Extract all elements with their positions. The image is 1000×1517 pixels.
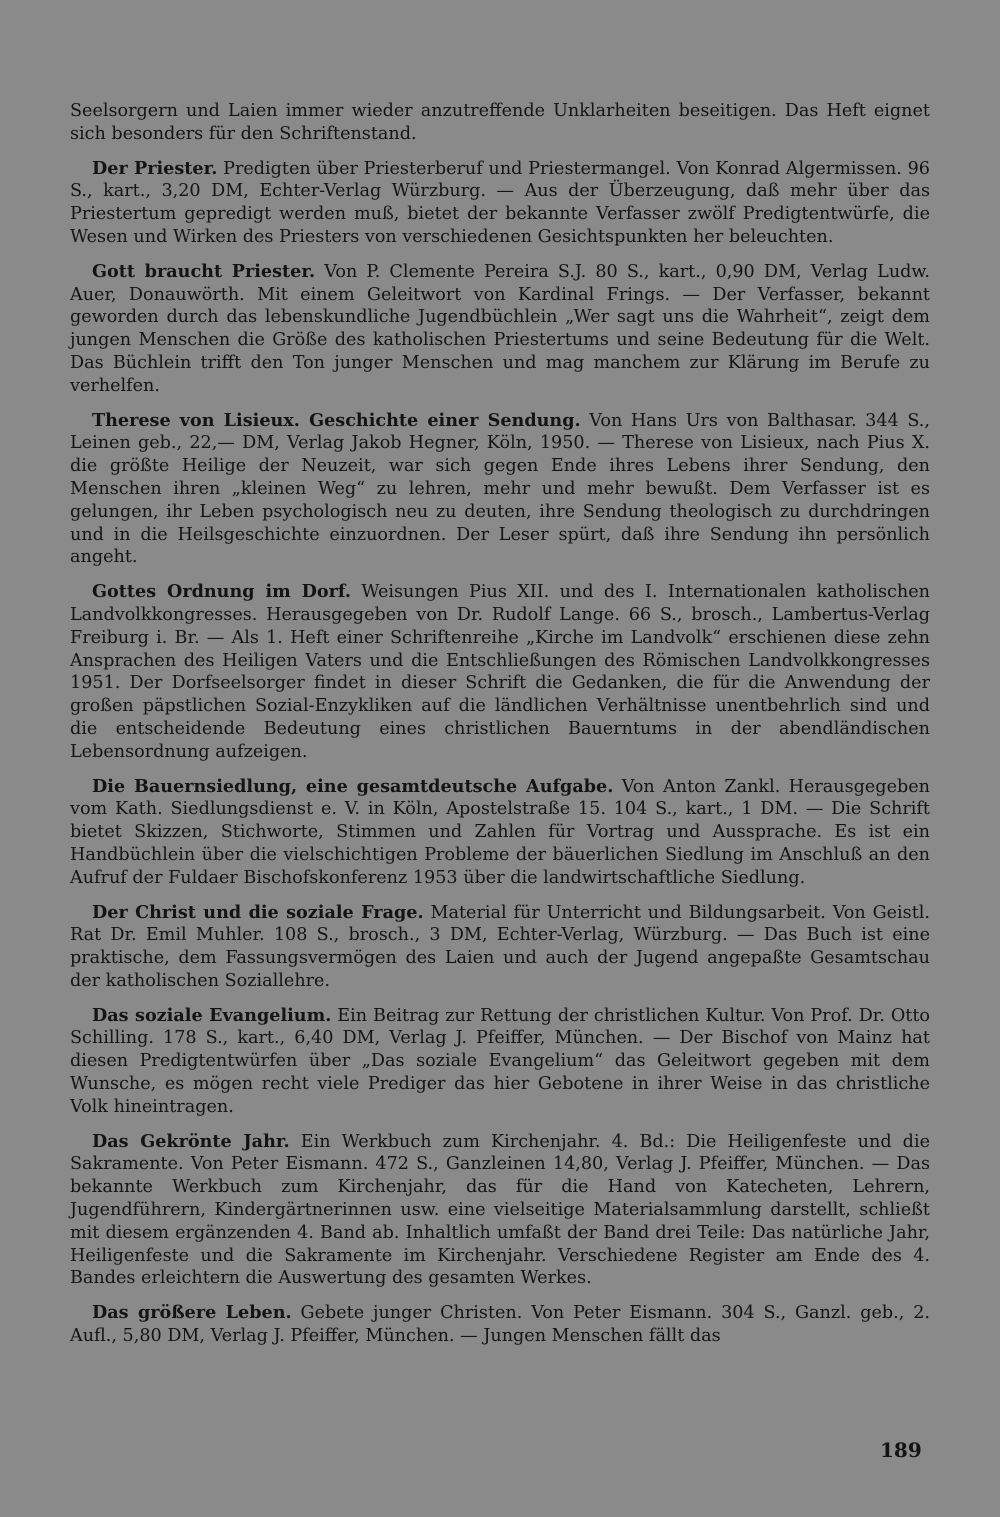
entry-title: Die Bauernsiedlung, eine gesamtdeutsche Aufgabe.	[92, 775, 614, 797]
intro-paragraph: Seelsorgern und Laien immer wieder anzutreffende Unklarheiten beseitigen. Das Heft eignet sich besonders für den Schriftenstand.	[70, 101, 930, 144]
review-entry	[70, 1005, 930, 1119]
entry-text: Material für Unterricht und Bildungsarbeit. Von Geistl. Rat Dr. Emil Muhler. 108 S., brosch., 3 DM, Echter-Verlag, Würzburg. — Das Buch ist eine praktische, dem Fassungsvermögen des Laien und auch der Jugend angepaßte Gesamtschau der katholischen Soziallehre.	[70, 902, 930, 991]
entry-text: Predigten über Priesterberuf und Priestermangel. Von Konrad Algermissen. 96 S., kart., 3,20 DM, Echter-Verlag Würzburg. — Aus der Überzeugung, daß mehr über das Priestertum gepredigt werden muß, bietet der bekannte Verfasser zwölf Predigtentwürfe, die Wesen und Wirken des Priesters von verschiedenen Gesichtspunkten her beleuchten.	[70, 158, 930, 247]
entry-text: Gebete junger Christen. Von Peter Eismann. 304 S., Ganzl. geb., 2. Aufl., 5,80 DM, Verlag J. Pfeiffer, München. — Jungen Menschen fällt das	[70, 1303, 930, 1347]
entry-title: Der Christ und die soziale Frage.	[92, 901, 424, 923]
review-entry	[70, 410, 930, 570]
review-entry	[70, 902, 930, 993]
entry-text: Weisungen Pius XII. und des I. Internationalen katholischen Landvolkkongresses. Herausgegeben von Dr. Rudolf Lange. 66 S., brosch., Lambertus-Verlag Freiburg i. Br. — Als 1. Heft einer Schriftenreihe „Kirche im Landvolk“ erschienen diese zehn Ansprachen des Heiligen Vaters und die Entschließungen des Römischen Landvolkkongresses 1951. Der Dorfseelsorger findet in dieser Schrift die Gedanken, die für die Anwendung der großen päpstlichen Sozial-Enzykliken auf die ländlichen Verhältnisse unentbehrlich sind und die entscheidende Bedeutung eines christlichen Bauerntums in der abendländischen Lebensordnung aufzeigen.	[70, 582, 930, 762]
review-entry	[70, 776, 930, 890]
document-page	[70, 100, 930, 1360]
review-entry	[70, 261, 930, 398]
review-entry	[70, 158, 930, 249]
entry-title: Gottes Ordnung im Dorf.	[92, 581, 351, 603]
review-entry	[70, 1302, 930, 1348]
entry-title: Das soziale Evangelium.	[92, 1004, 332, 1026]
entry-title: Gott braucht Priester.	[92, 260, 316, 282]
entry-text: Ein Werkbuch zum Kirchenjahr. 4. Bd.: Die Heiligenfeste und die Sakramente. Von Peter Eismann. 472 S., Ganzleinen 14,80, Verlag J. Pfeiffer, München. — Das bekannte Werkbuch zum Kirchenjahr, das für die Hand von Katecheten, Lehrern, Jugendführern, Kindergärtnerinnen usw. eine vielseitige Materialsammlung darstellt, schließt mit diesem ergänzenden 4. Band ab. Inhaltlich umfaßt der Band drei Teile: Das natürliche Jahr, Heiligenfeste und die Sakramente im Kirchenjahr. Verschiedene Register am Ende des 4. Bandes erleichtern die Auswertung des gesamten Werkes.	[70, 1131, 930, 1289]
entry-text: Ein Beitrag zur Rettung der christlichen Kultur. Von Prof. Dr. Otto Schilling. 178 S., kart., 6,40 DM, Verlag J. Pfeiffer, München. — Der Bischof von Mainz hat diesen Predigtentwürfen über „Das soziale Evangelium“ das Geleitwort gegeben mit dem Wunsche, es mögen recht viele Prediger das hier Gebotene in ihrer Weise in das christliche Volk hineintragen.	[70, 1005, 930, 1117]
entry-text: Von Anton Zankl. Herausgegeben vom Kath. Siedlungsdienst e. V. in Köln, Apostelstraße 15. 104 S., kart., 1 DM. — Die Schrift bietet Skizzen, Stichworte, Stimmen und Zahlen für Vortrag und Aussprache. Es ist ein Handbüchlein über die vielschichtigen Probleme der bäuerlichen Siedlung im Anschluß an den Aufruf der Fuldaer Bischofskonferenz 1953 über die landwirtschaftliche Siedlung.	[70, 776, 930, 888]
entry-title: Das größere Leben.	[92, 1302, 292, 1324]
entry-title: Der Priester.	[92, 157, 218, 179]
entry-title: Das Gekrönte Jahr.	[92, 1130, 290, 1152]
entry-text: Von Hans Urs von Balthasar. 344 S., Leinen geb., 22,— DM, Verlag Jakob Hegner, Köln, 1950. — Therese von Lisieux, nach Pius X. die größte Heilige der Neuzeit, war sich gegen Ende ihres Lebens ihrer Sendung, den Menschen ihren „kleinen Weg“ zu lehren, mehr und mehr bewußt. Dem Verfasser ist es gelungen, ihr Leben psychologisch neu zu deuten, ihre Sendung theologisch zu durchdringen und in die Heilsgeschichte einzuordnen. Der Leser spürt, daß ihre Sendung ihn persönlich angeht.	[70, 410, 930, 568]
page-number: 189	[880, 1438, 922, 1462]
review-entry	[70, 581, 930, 763]
entry-title: Therese von Lisieux. Geschichte einer Sendung.	[92, 409, 581, 431]
review-entry	[70, 1131, 930, 1291]
entry-text: Von P. Clemente Pereira S.J. 80 S., kart., 0,90 DM, Verlag Ludw. Auer, Donauwörth. Mit einem Geleitwort von Kardinal Frings. — Der Verfasser, bekannt geworden durch das lebenskundliche Jugendbüchlein „Wer sagt uns die Wahrheit“, zeigt dem jungen Menschen die Größe des katholischen Priestertums und seine Bedeutung für die Welt. Das Büchlein trifft den Ton junger Menschen und mag manchem zur Klärung im Berufe zu verhelfen.	[70, 261, 930, 396]
